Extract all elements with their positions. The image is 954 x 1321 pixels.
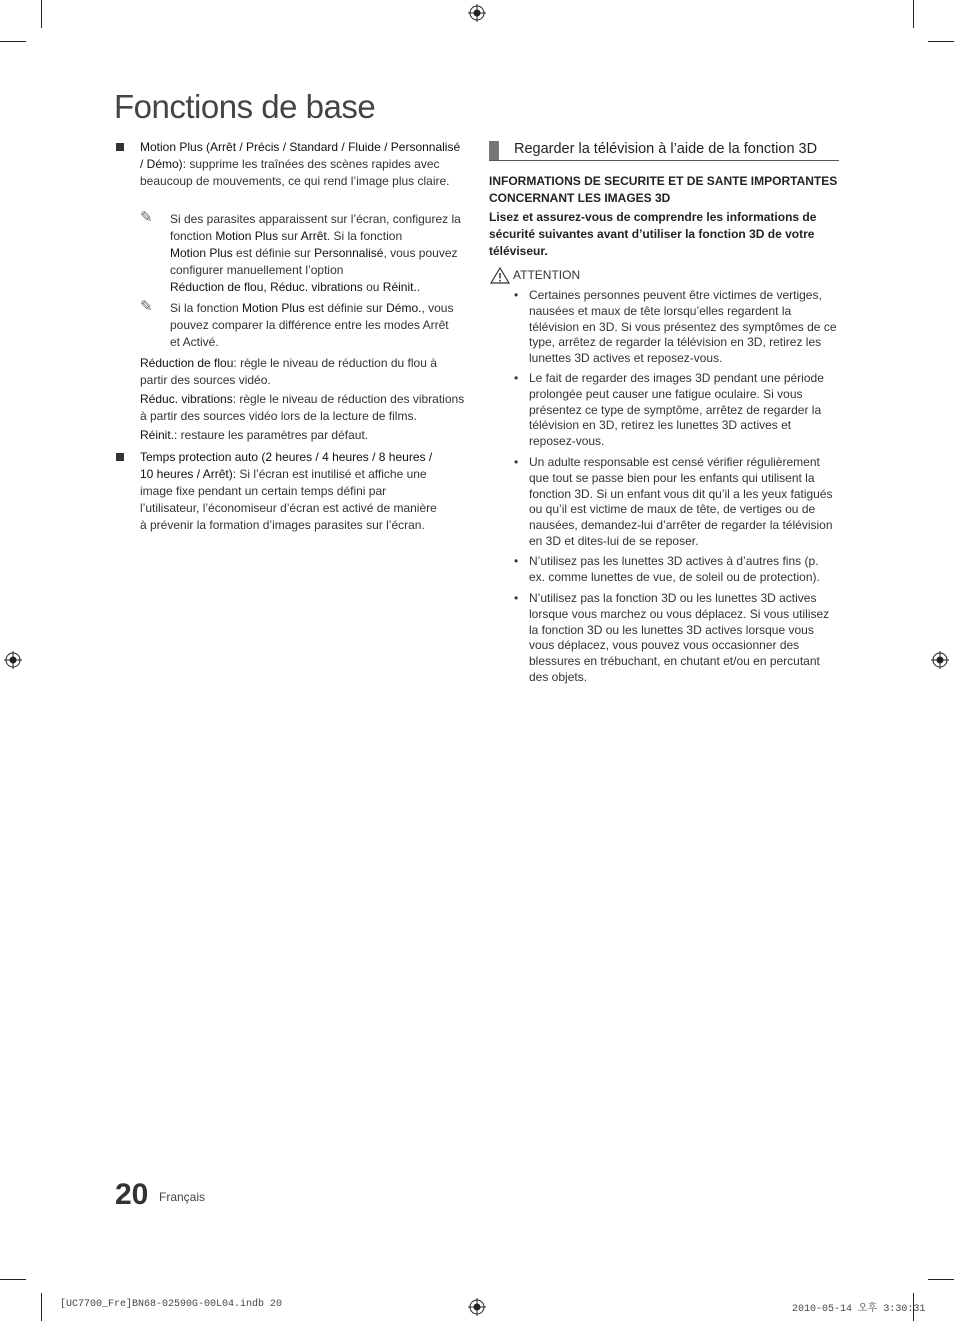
note-text: est définie sur [232, 246, 315, 260]
reduction-flou-text: : règle le niveau de réduction du flou à partir des sources vidéo. [140, 356, 437, 387]
registration-mark-icon [931, 651, 949, 669]
reduction-flou-item [140, 355, 465, 389]
temps-protection-heading: Temps protection auto (2 heures / 4 heures / 8 heures / 10 heures / Arrêt) [140, 450, 433, 481]
note-bold: Motion Plus [215, 229, 279, 243]
bullet-dot: • [514, 455, 519, 469]
attention-bullet: Un adulte responsable est censé vérifier régulièrement que tout se passe bien pour les enfants qui utilisent la fonction 3D. Si un enfant vous dit qu’il a les yeux fatigués ou qu’il est victime de maux de tête, de vertiges ou de nausées, demandez-lui d’arrêter de regarder la télévision en 3D et dites-lui de se reposer. [529, 455, 833, 548]
bullet-dot: • [514, 288, 519, 302]
temps-protection-text: : Si l’écran est inutilisé et affiche une image fixe pendant un certain temps défini par l’utilisateur, l’économiseur d’écran est activé de manière à prévenir la formation d’images parasites sur l’écran. [140, 467, 437, 532]
reinit-label: Réinit. [140, 428, 175, 442]
footer-timestamp: 2010-05-14 오후 3:30:31 [792, 1304, 926, 1315]
page-number: 20 [115, 1178, 149, 1211]
temps-protection-item [140, 449, 445, 534]
attention-bullet: Le fait de regarder des images 3D pendant une période prolongée peut causer une fatigue oculaire. Si vous présentez ce type de symptôme, arrêtez de regarder la télévision en 3D, retirez les lunettes 3D actives et reposez-vous. [529, 371, 824, 449]
crop-mark [41, 1293, 42, 1321]
warning-icon [490, 267, 510, 284]
motion-plus-heading: Motion Plus (Arrêt / Précis / Standard / Fluide / Personnalisé / Démo) [140, 140, 461, 171]
square-bullet-icon [116, 453, 124, 461]
note-text: . Si la fonction [326, 229, 403, 243]
registration-mark-icon [468, 1298, 486, 1316]
crop-mark [41, 0, 42, 28]
bullet-dot: • [514, 554, 519, 568]
note-bold: Motion Plus [242, 301, 305, 315]
reduc-vibrations-label: Réduc. vibrations [140, 392, 233, 406]
reinit-item [140, 427, 465, 444]
attention-bullet: N’utilisez pas la fonction 3D ou les lunettes 3D actives lorsque vous marchez ou vous déplacez. Si vous utilisez la fonction 3D ou les lunettes 3D actives lorsque vous vous déplacez, vous pouvez vous occasionner des blessures en trébuchant, en chutant et/ou en percutant des objets. [529, 591, 830, 684]
registration-mark-icon [468, 4, 486, 22]
crop-mark [0, 41, 26, 42]
note-bold: Arrêt [300, 229, 327, 243]
note-text: sur [278, 229, 301, 243]
info-intro: Lisez et assurez-vous de comprendre les informations de sécurité suivantes avant d’utiliser la fonction 3D de votre téléviseur. [489, 210, 817, 258]
note-text: ou [362, 280, 383, 294]
note-motion-plus [170, 211, 466, 296]
attention-label: ATTENTION [513, 268, 581, 282]
page-language: Français [159, 1190, 206, 1204]
section-marker [489, 141, 499, 160]
square-bullet-icon [116, 143, 124, 151]
footer-file-info: [UC7700_Fre]BN68-02590G-00L04.indb 20 [60, 1299, 283, 1310]
page-title: Fonctions de base [114, 88, 376, 125]
note-text: est définie sur [304, 301, 387, 315]
attention-bullet: Certaines personnes peuvent être victimes de vertiges, nausées et maux de tête lorsqu’elles regardent la télévision en 3D. Si vous présentez des symptômes de ce type, arrêtez de regarder la télévision en 3D, retirez les lunettes 3D actives et reposez-vous. [529, 288, 837, 366]
note-bold: Motion Plus [170, 246, 233, 260]
motion-plus-item [140, 139, 465, 190]
note-demo [170, 300, 460, 351]
bullet-dot: • [514, 591, 519, 605]
note-text: , vous pouvez configurer manuellement l’option [170, 246, 458, 277]
note-pencil-icon: ✎ [140, 209, 153, 226]
motion-plus-text: : supprime les traînées des scènes rapides avec beaucoup de mouvements, ce qui rend l’image plus claire. [140, 157, 450, 188]
registration-mark-icon [4, 651, 22, 669]
bullet-dot: • [514, 371, 519, 385]
note-bold: Démo. [386, 301, 422, 315]
reduc-vibrations-text: : règle le niveau de réduction des vibrations à partir des sources vidéo lors de la lecture de films. [140, 392, 465, 423]
section-title-3d: Regarder la télévision à l’aide de la fonction 3D [514, 141, 818, 157]
note-bold: Personnalisé [314, 246, 384, 260]
crop-mark [0, 1279, 26, 1280]
section-divider [489, 160, 839, 161]
crop-mark [913, 0, 914, 28]
note-text: Si la fonction [170, 301, 243, 315]
attention-bullet: N’utilisez pas les lunettes 3D actives à d’autres fins (p. ex. comme lunettes de vue, de soleil ou de protection). [529, 554, 820, 584]
reinit-text: : restaure les paramètres par défaut. [174, 428, 369, 442]
note-text: . [416, 280, 421, 294]
note-text: , vous pouvez comparer la différence entre les modes Arrêt et Activé. [170, 301, 454, 349]
crop-mark [928, 41, 954, 42]
note-bold: Réinit. [382, 280, 417, 294]
note-text: Si des parasites apparaissent sur l’écran, configurez la fonction [170, 212, 461, 243]
note-pencil-icon: ✎ [140, 298, 153, 315]
reduction-flou-label: Réduction de flou [140, 356, 234, 370]
crop-mark [928, 1279, 954, 1280]
info-heading: INFORMATIONS DE SECURITE ET DE SANTE IMPORTANTES CONCERNANT LES IMAGES 3D [489, 174, 838, 205]
reduc-vibrations-item [140, 391, 465, 425]
note-bold: Réduction de flou, Réduc. vibrations [170, 280, 363, 294]
